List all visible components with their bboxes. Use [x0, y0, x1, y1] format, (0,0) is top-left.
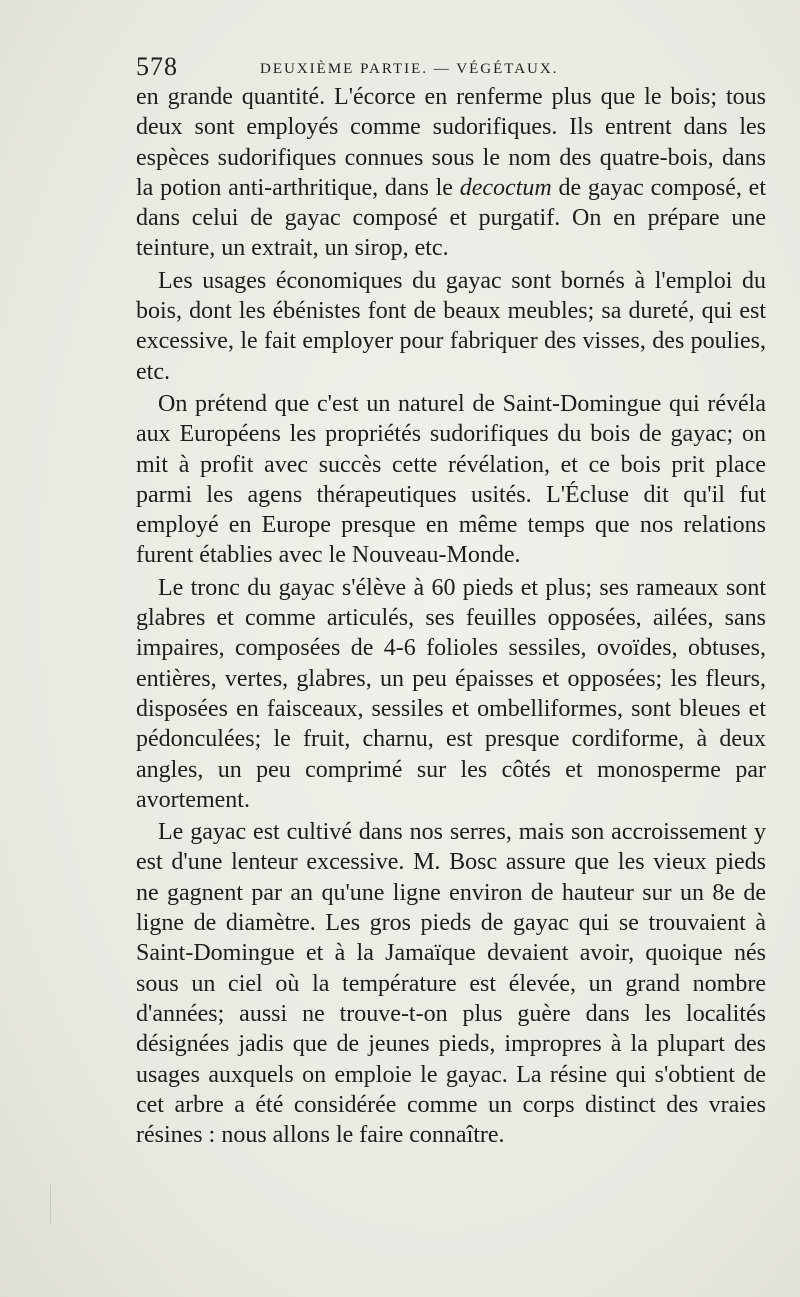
- paragraph-5: Le gayac est cultivé dans nos serres, mais son accroissement y est d'une lenteur excessive. M. Bosc assure que les vieux pieds ne gagnent par an qu'une ligne environ de hauteur sur un 8e de ligne de diamètre. Les gros pieds de gayac qui se trouvaient à Saint-Domingue et à la Jamaïque devaient avoir, quoique nés sous un ciel où la température est élevée, un grand nombre d'années; aussi ne trouve-t-on plus guère dans les localités désignées jadis que de jeunes pieds, impropres à la plupart des usages auxquels on emploie le gayac. La résine qui s'obtient de cet arbre a été considérée comme un corps distinct des vraies résines : nous allons le faire connaître.: [136, 819, 766, 1149]
- margin-mark: [50, 1185, 51, 1223]
- paragraph-1-text-end: de gayac composé, et dans celui de gayac composé et purgatif. On en prépare une teinture, un extrait, un sirop, etc.: [136, 174, 766, 262]
- paragraph-1: [136, 82, 766, 264]
- paragraph-1-italic-term: decoctum: [459, 174, 552, 201]
- body-text: [136, 82, 766, 1150]
- page-number: 578: [136, 52, 178, 81]
- paragraph-1-text-start: en grande quantité. L'écorce en renferme plus que le bois; tous deux sont employés comme sudorifiques. Ils entrent dans les espèces sudorifiques connues sous le nom des quatre-bois, dans la potion anti-arthritique, dans le: [136, 84, 766, 201]
- paragraph-2: Les usages économiques du gayac sont bornés à l'emploi du bois, dont les ébénistes font de beaux meubles; sa dureté, qui est excessive, le fait employer pour fabriquer des visses, des poulies, etc.: [136, 267, 766, 385]
- paragraph-4: Le tronc du gayac s'élève à 60 pieds et plus; ses rameaux sont glabres et comme articulés, ses feuilles opposées, ailées, sans impaires, composées de 4-6 folioles sessiles, ovoïdes, obtuses, entières, vertes, glabres, un peu épaisses et opposées; les fleurs, disposées en faisceaux, sessiles et ombelliformes, sont bleues et pédonculées; le fruit, charnu, est presque cordiforme, à deux angles, un peu comprimé sur les côtés et monosperme par avortement.: [136, 574, 766, 813]
- paragraph-3: On prétend que c'est un naturel de Saint-Domingue qui révéla aux Européens les propriétés sudorifiques du bois de gayac; on mit à profit avec succès cette révélation, et ce bois prit place parmi les agens thérapeutiques usités. L'Écluse dit qu'il fut employé en Europe presque en même temps que nos relations furent établies avec le Nouveau-Monde.: [136, 390, 766, 569]
- page-header: [136, 52, 756, 86]
- running-head: DEUXIÈME PARTIE. — VÉGÉTAUX.: [260, 61, 559, 77]
